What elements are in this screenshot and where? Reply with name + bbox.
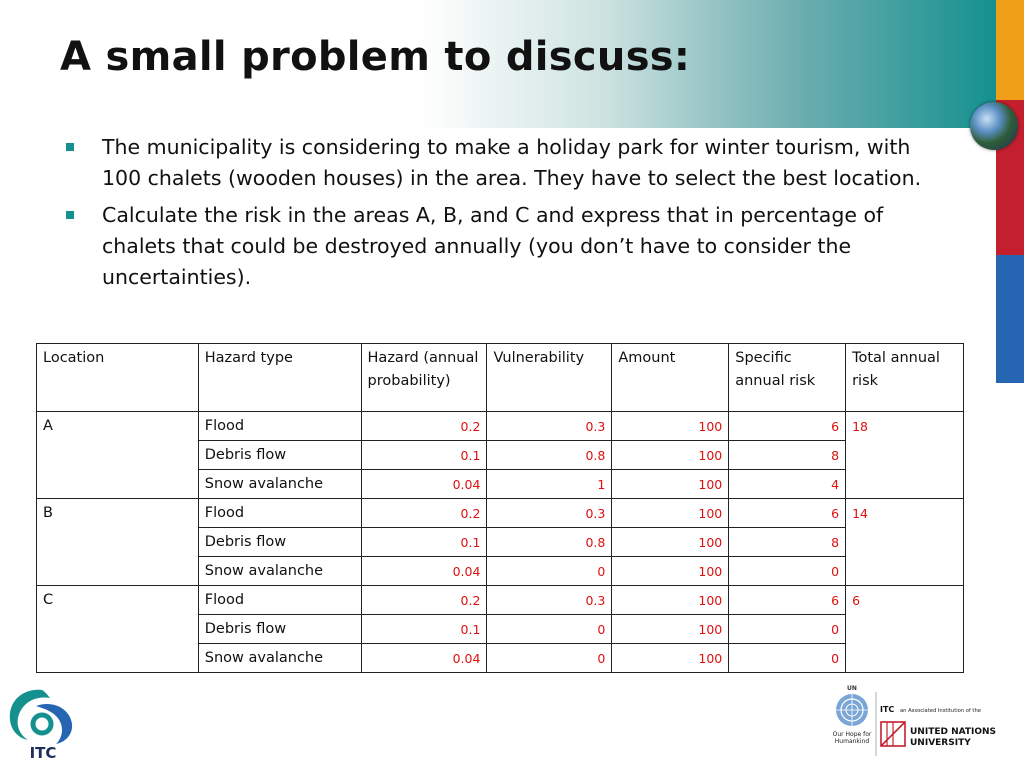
hazard-cell: Snow avalanche — [198, 470, 361, 499]
specific-risk-cell: 6 — [729, 412, 846, 441]
specific-risk-cell: 8 — [729, 441, 846, 470]
hazard-cell: Debris flow — [198, 441, 361, 470]
specific-risk-cell: 6 — [729, 499, 846, 528]
slide-title: A small problem to discuss: — [60, 34, 691, 80]
vulnerability-cell: 0.3 — [487, 586, 612, 615]
specific-risk-cell: 0 — [729, 557, 846, 586]
probability-cell: 0.04 — [361, 644, 487, 673]
color-strip-blue — [996, 255, 1024, 383]
itc-logo-icon — [6, 684, 80, 762]
globe-icon — [970, 102, 1018, 150]
specific-risk-cell: 8 — [729, 528, 846, 557]
un-logo-block — [826, 684, 1018, 762]
color-strip-orange — [996, 0, 1024, 100]
probability-cell: 0.2 — [361, 499, 487, 528]
vulnerability-cell: 1 — [487, 470, 612, 499]
probability-cell: 0.2 — [361, 412, 487, 441]
hazard-cell: Snow avalanche — [198, 644, 361, 673]
column-header-vulnerability: Vulnerability — [487, 344, 612, 412]
total-risk-cell: 14 — [846, 499, 964, 586]
hazard-cell: Flood — [198, 586, 361, 615]
column-header-specific-risk: Specific annual risk — [729, 344, 846, 412]
location-cell: B — [37, 499, 199, 586]
total-risk-cell: 18 — [846, 412, 964, 499]
unu-line1: UNITED NATIONS — [910, 727, 997, 737]
hazard-cell: Debris flow — [198, 615, 361, 644]
associated-institution-text: an Associated Institution of the — [900, 708, 981, 714]
specific-risk-cell: 6 — [729, 586, 846, 615]
vulnerability-cell: 0.3 — [487, 412, 612, 441]
bullet-list — [66, 132, 946, 299]
hazard-cell: Flood — [198, 499, 361, 528]
probability-cell: 0.2 — [361, 586, 487, 615]
probability-cell: 0.1 — [361, 528, 487, 557]
unu-line2: UNIVERSITY — [910, 738, 971, 748]
vulnerability-cell: 0.3 — [487, 499, 612, 528]
location-cell: A — [37, 412, 199, 499]
risk-table — [36, 343, 964, 673]
square-bullet-icon — [66, 143, 74, 151]
amount-cell: 100 — [612, 644, 729, 673]
itc-logo-text: ITC — [29, 744, 57, 762]
specific-risk-cell: 0 — [729, 615, 846, 644]
itc-small-label: ITC — [880, 705, 895, 714]
bullet-text: The municipality is considering to make a holiday park for winter tourism, with 100 chalets (wooden houses) in the area. They have to select the best location. — [102, 135, 922, 190]
table-row — [37, 586, 964, 615]
vulnerability-cell: 0 — [487, 557, 612, 586]
bullet-item — [66, 200, 946, 293]
column-header-location: Location — [37, 344, 199, 412]
table-row — [37, 412, 964, 441]
column-header-probability: Hazard (annual probability) — [361, 344, 487, 412]
probability-cell: 0.1 — [361, 441, 487, 470]
amount-cell: 100 — [612, 615, 729, 644]
specific-risk-cell: 0 — [729, 644, 846, 673]
probability-cell: 0.04 — [361, 470, 487, 499]
un-motto-line1: Our Hope for — [832, 731, 872, 738]
total-risk-cell: 6 — [846, 586, 964, 673]
vulnerability-cell: 0.8 — [487, 441, 612, 470]
hazard-cell: Debris flow — [198, 528, 361, 557]
specific-risk-cell: 4 — [729, 470, 846, 499]
un-emblem-icon — [836, 694, 868, 726]
bullet-item — [66, 132, 946, 194]
table-header-row — [37, 344, 964, 412]
amount-cell: 100 — [612, 470, 729, 499]
un-top-label: UN — [847, 685, 857, 692]
amount-cell: 100 — [612, 499, 729, 528]
amount-cell: 100 — [612, 528, 729, 557]
hazard-cell: Snow avalanche — [198, 557, 361, 586]
probability-cell: 0.04 — [361, 557, 487, 586]
hazard-cell: Flood — [198, 412, 361, 441]
column-header-total-risk: Total annual risk — [846, 344, 964, 412]
unu-emblem-icon — [881, 722, 905, 746]
vulnerability-cell: 0.8 — [487, 528, 612, 557]
location-cell: C — [37, 586, 199, 673]
column-header-hazard-type: Hazard type — [198, 344, 361, 412]
vulnerability-cell: 0 — [487, 644, 612, 673]
amount-cell: 100 — [612, 441, 729, 470]
table-row — [37, 499, 964, 528]
bullet-text: Calculate the risk in the areas A, B, and C and express that in percentage of chalets that could be destroyed annually (you don’t have to consider the uncertainties). — [102, 203, 884, 289]
amount-cell: 100 — [612, 557, 729, 586]
vulnerability-cell: 0 — [487, 615, 612, 644]
amount-cell: 100 — [612, 586, 729, 615]
column-header-amount: Amount — [612, 344, 729, 412]
un-motto-line2: Humankind — [834, 738, 870, 745]
amount-cell: 100 — [612, 412, 729, 441]
probability-cell: 0.1 — [361, 615, 487, 644]
square-bullet-icon — [66, 211, 74, 219]
